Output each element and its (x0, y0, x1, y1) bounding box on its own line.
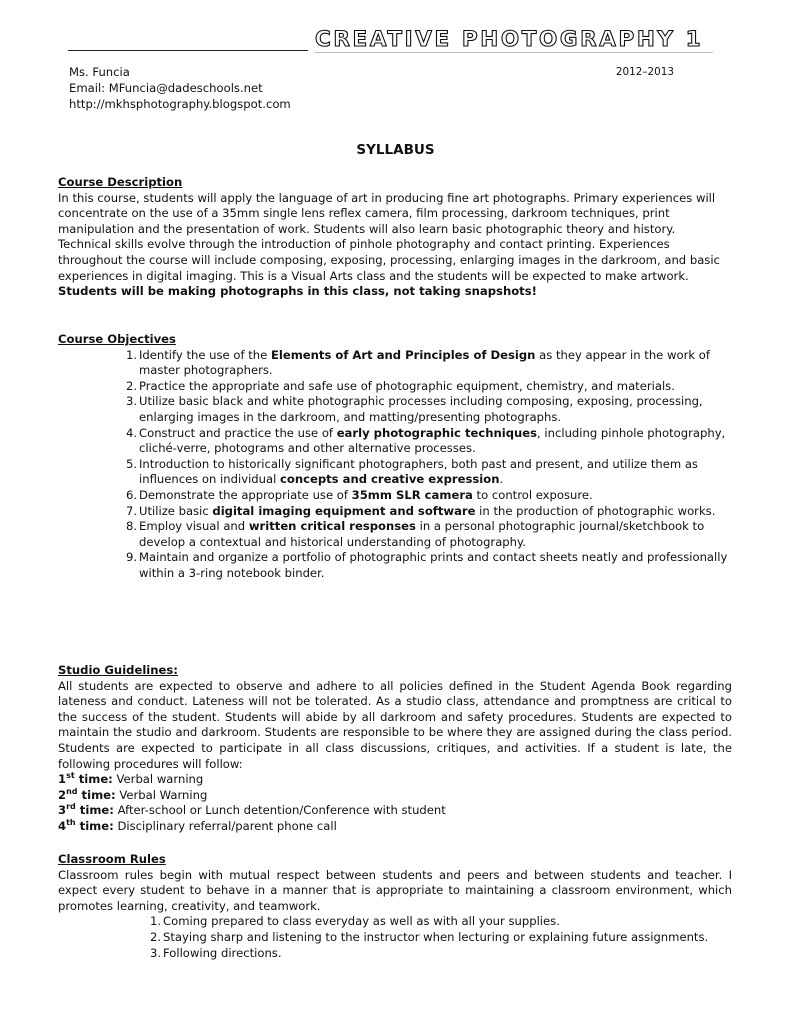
objective-item (125, 550, 732, 581)
step-number: 4 (58, 818, 67, 833)
lateness-step (58, 772, 732, 788)
rule-number: 3. (149, 945, 161, 960)
rule-item (149, 929, 732, 946)
step-number: 2 (58, 787, 67, 802)
lateness-step-label (58, 819, 114, 833)
objective-text: Practice the appropriate and safe use of photographic equipment, chemistry, and materials. (139, 378, 675, 393)
step-number: 1 (58, 772, 67, 787)
classroom-rules-text: Classroom rules begin with mutual respect between students and peers and between students and teacher. I expect every student to behave in a manner that is appropriate to maintaining a classroom environment, which promotes learning, creativity, and teamwork. (58, 867, 732, 913)
objective-item (125, 456, 732, 488)
objective-item (125, 519, 732, 550)
objective-text: Utilize basic (139, 503, 213, 518)
objective-number: 8. (125, 519, 137, 534)
rules-list (149, 914, 732, 961)
section-heading: Classroom Rules (58, 852, 166, 866)
objective-item (125, 487, 732, 504)
objective-text: Introduction to historically significant photographers, both past and present, and utilize them as influences on individual (139, 456, 698, 487)
objective-text: Construct and practice the use of (139, 425, 337, 440)
objective-number: 9. (125, 550, 137, 565)
document-title: SYLLABUS (356, 142, 435, 158)
step-time-label: time: (81, 787, 116, 802)
objective-item (125, 347, 732, 379)
title-underline (315, 52, 713, 53)
lateness-step-label (58, 788, 116, 802)
objective-text: Demonstrate the appropriate use of (139, 487, 352, 502)
objective-keyword: written critical responses (248, 519, 416, 534)
objective-number: 2. (125, 378, 137, 393)
lateness-step (58, 803, 732, 819)
rule-item (149, 945, 732, 962)
objective-text: Utilize basic black and white photographic processes including composing, exposing, processing, enlarging images in the darkroom, and matting/presenting photographs. (139, 394, 703, 424)
lateness-consequence: Verbal warning (116, 772, 204, 787)
objective-text: Maintain and organize a portfolio of photographic prints and contact sheets neatly and professionally within a 3-ring notebook binder. (139, 550, 728, 580)
step-ordinal: th (66, 817, 76, 827)
document-header (68, 27, 718, 57)
objective-text-end: in the production of photographic works. (475, 503, 716, 518)
objective-text-end: , including pinhole photography, cliché-verre, photograms and other alternative processes. (139, 425, 726, 456)
objective-number: 5. (125, 456, 137, 471)
course-objectives-section (58, 332, 732, 582)
lateness-consequence: Verbal Warning (119, 787, 208, 802)
objective-text-end: in a personal photographic journal/sketchbook to develop a contextual and historical understanding of photography. (139, 519, 705, 549)
course-description-text (58, 191, 732, 300)
lateness-step (58, 788, 732, 804)
objective-text-end: as they appear in the work of master photographers. (139, 347, 710, 378)
rule-text: Coming prepared to class everyday as well as with all your supplies. (163, 914, 560, 929)
teacher-website: http://mkhsphotography.blogspot.com (69, 97, 291, 111)
objective-number: 1. (125, 347, 137, 362)
course-description-section (58, 175, 732, 300)
classroom-rules-section (58, 852, 732, 961)
rule-item (149, 914, 732, 930)
lateness-step-label (58, 803, 114, 817)
objective-keyword: Elements of Art and Principles of Design (270, 347, 536, 362)
step-time-label: time: (79, 818, 114, 833)
step-ordinal: rd (66, 802, 76, 812)
objective-item (125, 425, 732, 457)
step-ordinal: st (66, 771, 75, 781)
rule-text: Following directions. (163, 945, 282, 960)
objective-item (125, 503, 732, 520)
lateness-consequence: After-school or Lunch detention/Conference with student (117, 803, 446, 818)
section-heading: Course Objectives (58, 332, 176, 346)
step-time-label: time: (78, 772, 113, 787)
rule-text: Staying sharp and listening to the instructor when lecturing or explaining future assignments. (163, 929, 709, 944)
objective-number: 6. (125, 487, 137, 502)
objective-text-end: to control exposure. (472, 487, 593, 502)
course-title: CREATIVE PHOTOGRAPHY 1 (315, 27, 704, 52)
objective-item (125, 394, 732, 425)
objective-text-end: . (499, 472, 504, 487)
rule-number: 2. (149, 929, 161, 944)
name-blank-line (68, 50, 308, 51)
description-body: In this course, students will apply the language of art in producing fine art photographs. Primary experiences will concentrate on the use of a 35mm single lens reflex camera, film processing, darkroom techniques, print manipulation and the presentation of work. Students will also learn basic photographic theory and history. Technical skills evolve through the introduction of pinhole photography and contact printing. Experiences throughout the course will include composing, exposing, processing, enlarging images in the darkroom, and basic experiences in digital imaging. This is a Visual Arts class and the students will be expected to make artwork. (58, 190, 720, 283)
lateness-step (58, 819, 732, 835)
step-number: 3 (58, 803, 67, 818)
objective-text: Identify the use of the (139, 347, 271, 362)
objective-keyword: 35mm SLR camera (351, 487, 473, 502)
objective-number: 3. (125, 394, 137, 409)
objective-keyword: digital imaging equipment and software (212, 503, 476, 518)
step-ordinal: nd (66, 786, 78, 796)
objective-number: 7. (125, 503, 137, 518)
step-time-label: time: (79, 803, 114, 818)
teacher-info (69, 64, 674, 112)
rule-number: 1. (149, 914, 161, 929)
objective-item (125, 378, 732, 395)
objective-keyword: early photographic techniques (336, 425, 538, 440)
section-heading: Course Description (58, 175, 183, 189)
objectives-list (125, 347, 732, 582)
teacher-name: Ms. Funcia (69, 65, 130, 79)
section-heading: Studio Guidelines: (58, 663, 178, 677)
lateness-procedures (58, 772, 732, 834)
studio-guidelines-section (58, 663, 732, 835)
objective-keyword: concepts and creative expression (280, 472, 500, 487)
description-emphasis: Students will be making photographs in this class, not taking snapshots! (58, 284, 537, 299)
studio-guidelines-text: All students are expected to observe and adhere to all policies defined in the Student Agenda Book regarding lateness and conduct. Lateness will not be tolerated. As a studio class, attendance and promptness are critical to the success of the student. Students will abide by all darkroom and safety procedures. Students are expected to maintain the studio and darkroom. Students are responsible to be where they are assigned during the class period. Students are expected to participate in all class discussions, critiques, and activities. If a student is late, the following procedures will follow: (58, 678, 732, 771)
objective-number: 4. (125, 425, 137, 440)
lateness-step-label (58, 772, 113, 786)
teacher-email: Email: MFuncia@dadeschools.net (69, 81, 263, 95)
lateness-consequence: Disciplinary referral/parent phone call (117, 818, 337, 833)
school-year: 2012–2013 (615, 66, 674, 78)
objective-text: Employ visual and (139, 519, 249, 534)
